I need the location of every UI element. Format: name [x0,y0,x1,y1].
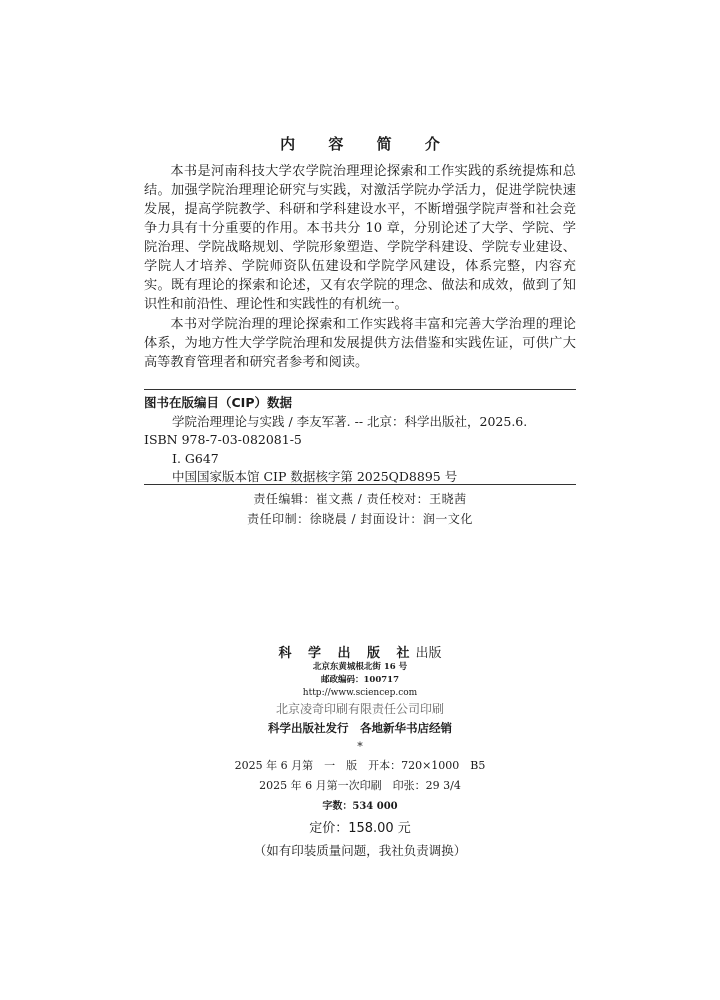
publisher-url: http://www.sciencep.com [302,688,418,698]
summary-title: 内 容 简 介 [280,135,454,153]
summary-paragraph-2: 本书对学院治理的理论探索和工作实践将丰富和完善大学治理的理论体系，为地方性大学学院治理和发展提供方法借鉴和实践佐证，可供广大高等教育管理者和研究者参考和阅读。 [144,317,576,370]
separator-star: * [357,740,363,753]
cip-isbn: ISBN 978-7-03-082081-5 [144,432,302,447]
cip-bottom-rule [144,484,576,485]
edition-line: 2025 年 6 月第 一 版 开本：720×1000 B5 [234,759,486,772]
editors-line-2: 责任印制：徐晓晨 / 封面设计：润一文化 [247,512,473,526]
publisher-postcode: 邮政编码：100717 [321,675,399,685]
summary-body [144,162,576,373]
editors-block [0,489,720,529]
cip-top-rule [144,389,576,390]
quality-notice: （如有印装质量问题，我社负责调换） [253,843,467,858]
cip-number: 中国国家版本馆 CIP 数据核字第 2025QD8895 号 [172,469,458,484]
publisher-name-line [0,642,720,661]
editors-line-1: 责任编辑：崔文燕 / 责任校对：王晓茜 [253,492,467,506]
publisher-name: 科 学 出 版 社 [278,646,416,661]
cip-heading: 图书在版编目（CIP）数据 [144,395,292,410]
price: 定价：158.00 元 [309,821,411,836]
publisher-block [0,642,720,862]
word-count: 字数：534 000 [322,801,398,812]
printer-line: 北京凌奇印刷有限责任公司印刷 [275,702,444,716]
cip-record: 学院治理理论与实践 / 李友军著. -- 北京：科学出版社，2025.6. [172,413,528,429]
distribution-line: 科学出版社发行 各地新华书店经销 [268,721,452,735]
printing-line: 2025 年 6 月第一次印刷 印张：29 3/4 [259,779,461,792]
cip-block [144,394,576,487]
publisher-name-suffix: 出版 [415,646,442,661]
publisher-address: 北京东黄城根北街 16 号 [312,662,408,672]
cip-classification: Ⅰ. G647 [172,450,219,466]
summary-paragraph-1: 本书是河南科技大学农学院治理理论探索和工作实践的系统提炼和总结。加强学院治理理论研究与实践，对激活学院办学活力，促进学院快速发展，提高学院教学、科研和学科建设水平，不断增强学院声誉和社会竞争力具有十分重要的作用。本书共分 10 章，分别论述了大学、学院、学院治理、学院战略规划、学院形象塑造、学院学科建设、学院专业建设、学院人才培养、学院师资队伍建设和学院学风建设，体系完整，内容充实。既有理论的探索和论述，又有农学院的理念、做法和成效，做到了知识性和前沿性、理论性和实践性的有机统一。 [144,164,576,312]
